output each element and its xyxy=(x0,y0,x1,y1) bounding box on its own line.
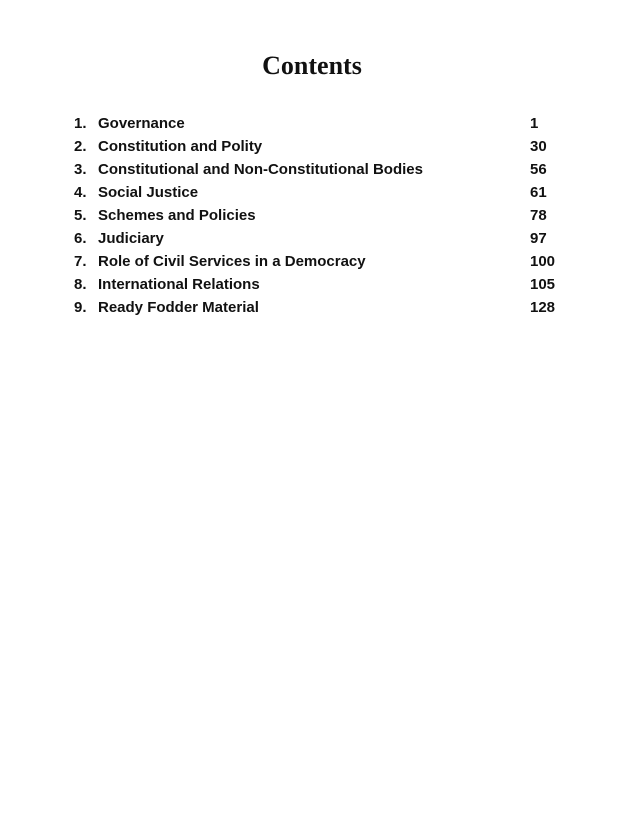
toc-entry-title: International Relations xyxy=(98,276,260,293)
toc-entry-title: Ready Fodder Material xyxy=(98,299,259,316)
toc-entry-page: 61 xyxy=(530,184,547,201)
toc-entry-title: Schemes and Policies xyxy=(98,207,256,224)
toc-entry-title: Social Justice xyxy=(98,184,199,201)
toc-entry-constitution-and-polity[interactable] xyxy=(74,135,574,158)
toc-entry-number: 1. xyxy=(74,115,87,132)
toc-entry-page: 100 xyxy=(530,253,556,270)
toc-entry-title: Judiciary xyxy=(98,230,164,247)
toc-entry-civil-services[interactable] xyxy=(74,250,574,273)
toc-entry-title: Constitutional and Non-Constitutional Bodies xyxy=(98,161,423,178)
toc-entry-page: 56 xyxy=(530,161,547,178)
toc-entry-number: 5. xyxy=(74,207,87,224)
page-title: Contents xyxy=(262,51,362,80)
toc-entry-social-justice[interactable] xyxy=(74,181,574,204)
toc-entry-international-relations[interactable] xyxy=(74,273,574,296)
toc-entry-number: 6. xyxy=(74,230,87,247)
toc-entry-schemes-and-policies[interactable] xyxy=(74,204,574,227)
table-of-contents xyxy=(74,112,574,319)
toc-entry-page: 128 xyxy=(530,299,556,316)
toc-entry-ready-fodder-material[interactable] xyxy=(74,296,574,319)
toc-entry-number: 9. xyxy=(74,299,87,316)
toc-entry-title: Governance xyxy=(98,115,185,132)
toc-entry-number: 7. xyxy=(74,253,87,270)
toc-entry-page: 1 xyxy=(530,115,539,132)
toc-entry-title: Constitution and Polity xyxy=(98,138,263,155)
toc-entry-page: 97 xyxy=(530,230,547,247)
toc-entry-title: Role of Civil Services in a Democracy xyxy=(98,253,366,270)
toc-entry-constitutional-bodies[interactable] xyxy=(74,158,574,181)
toc-entry-page: 105 xyxy=(530,276,556,293)
toc-entry-governance[interactable] xyxy=(74,112,574,135)
toc-entry-number: 4. xyxy=(74,184,87,201)
toc-entry-number: 8. xyxy=(74,276,87,293)
toc-entry-page: 30 xyxy=(530,138,547,155)
toc-entry-number: 2. xyxy=(74,138,87,155)
toc-entry-judiciary[interactable] xyxy=(74,227,574,250)
toc-entry-page: 78 xyxy=(530,207,547,224)
toc-entry-number: 3. xyxy=(74,161,87,178)
